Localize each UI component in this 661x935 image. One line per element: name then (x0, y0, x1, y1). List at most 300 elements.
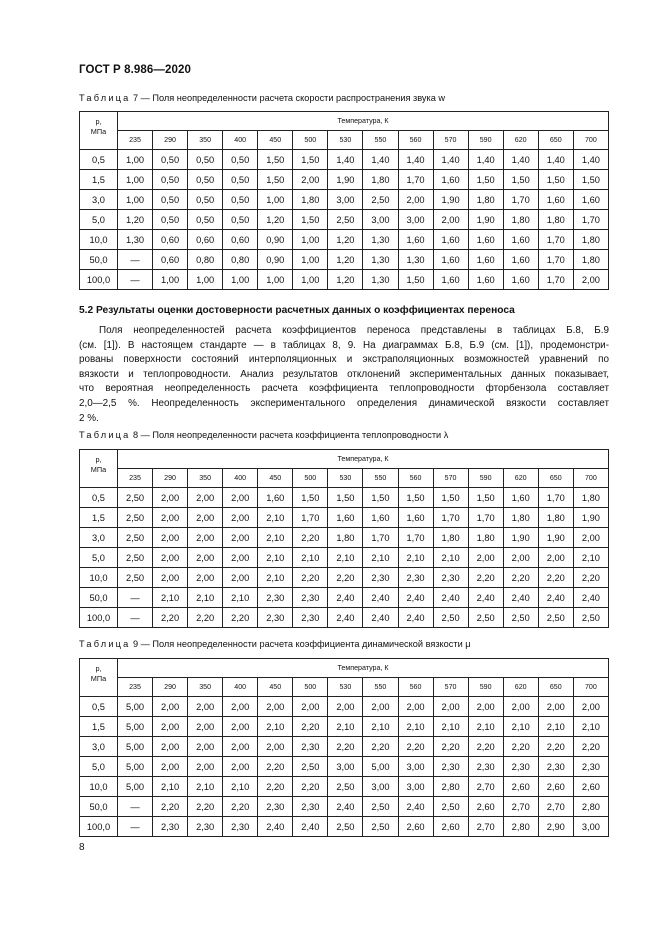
value-cell: 2,00 (188, 508, 223, 528)
table-row (80, 797, 609, 817)
paragraph-line: что вероятная неопределенность расчета коэффициента теплопроводности фторбензола составляет (79, 383, 609, 395)
value-cell: 2,10 (398, 717, 433, 737)
value-cell: 1,60 (433, 250, 468, 270)
value-cell: 2,20 (293, 777, 328, 797)
value-cell: 2,00 (188, 737, 223, 757)
value-cell: 2,90 (538, 817, 573, 837)
value-cell: 1,20 (328, 250, 363, 270)
value-cell: 0,50 (223, 150, 258, 170)
value-cell: 1,90 (328, 170, 363, 190)
value-cell: 2,30 (258, 797, 293, 817)
value-cell: 1,60 (433, 230, 468, 250)
table-9 (79, 658, 609, 837)
value-cell: 2,20 (293, 717, 328, 737)
value-cell: 1,70 (538, 230, 573, 250)
pressure-header-unit: МПа (90, 465, 107, 474)
value-cell: 2,00 (188, 697, 223, 717)
value-cell: 2,50 (328, 210, 363, 230)
value-cell: 2,00 (153, 488, 188, 508)
value-cell: 3,00 (328, 190, 363, 210)
value-cell: 3,00 (398, 210, 433, 230)
value-cell: 1,00 (188, 270, 223, 290)
value-cell: 2,00 (433, 697, 468, 717)
temperature-cell: 620 (503, 131, 538, 150)
value-cell: 2,50 (538, 608, 573, 628)
value-cell: 1,50 (258, 170, 293, 190)
temperature-cell: 550 (363, 469, 398, 488)
value-cell: 1,00 (293, 230, 328, 250)
value-cell: 2,20 (223, 797, 258, 817)
table-7-caption (79, 93, 445, 103)
temperature-cell: 620 (503, 678, 538, 697)
value-cell: 2,30 (258, 588, 293, 608)
value-cell: 1,70 (433, 508, 468, 528)
value-cell: 2,10 (433, 717, 468, 737)
value-cell: 2,00 (223, 528, 258, 548)
value-cell: 1,60 (433, 270, 468, 290)
temperature-cell: 590 (468, 678, 503, 697)
value-cell: 2,40 (328, 608, 363, 628)
value-cell: 2,20 (188, 608, 223, 628)
value-cell: 2,20 (293, 568, 328, 588)
table-row (80, 568, 609, 588)
value-cell: 2,40 (538, 588, 573, 608)
value-cell: 1,60 (398, 230, 433, 250)
value-cell: 1,40 (468, 150, 503, 170)
value-cell: 2,10 (258, 528, 293, 548)
value-cell: 0,80 (188, 250, 223, 270)
value-cell: — (118, 270, 153, 290)
value-cell: 2,00 (293, 170, 328, 190)
value-cell: 2,50 (328, 777, 363, 797)
value-cell: 2,00 (223, 757, 258, 777)
value-cell: 1,30 (363, 230, 398, 250)
value-cell: 2,40 (258, 817, 293, 837)
value-cell: 2,20 (153, 608, 188, 628)
value-cell: 1,60 (503, 230, 538, 250)
value-cell: 1,00 (223, 270, 258, 290)
value-cell: 1,00 (258, 190, 293, 210)
table-row (80, 230, 609, 250)
value-cell: 1,20 (328, 270, 363, 290)
pressure-cell: 1,5 (80, 170, 118, 190)
value-cell: 2,00 (223, 717, 258, 737)
value-cell: 2,20 (188, 797, 223, 817)
value-cell: 2,00 (398, 697, 433, 717)
value-cell: 0,50 (153, 190, 188, 210)
value-cell: 1,50 (503, 170, 538, 190)
value-cell: 0,60 (223, 230, 258, 250)
value-cell: 2,00 (153, 757, 188, 777)
temperature-cell: 650 (538, 678, 573, 697)
value-cell: 2,50 (293, 757, 328, 777)
value-cell: 2,30 (293, 797, 328, 817)
pressure-header-unit: МПа (90, 674, 107, 683)
value-cell: 2,00 (223, 508, 258, 528)
value-cell: 5,00 (118, 737, 153, 757)
temperature-cell: 570 (433, 678, 468, 697)
value-cell: 2,00 (503, 548, 538, 568)
value-cell: — (118, 817, 153, 837)
value-cell: 1,00 (153, 270, 188, 290)
value-cell: 5,00 (118, 717, 153, 737)
pressure-header (80, 112, 118, 150)
value-cell: 1,50 (538, 170, 573, 190)
value-cell: 2,50 (468, 608, 503, 628)
value-cell: 2,10 (503, 717, 538, 737)
value-cell: 2,00 (468, 697, 503, 717)
value-cell: 2,50 (363, 817, 398, 837)
value-cell: 2,00 (223, 737, 258, 757)
value-cell: — (118, 250, 153, 270)
value-cell: 1,30 (118, 230, 153, 250)
value-cell: 2,20 (258, 777, 293, 797)
value-cell: 2,10 (363, 717, 398, 737)
value-cell: 1,30 (363, 250, 398, 270)
value-cell: 1,60 (503, 270, 538, 290)
value-cell: 2,00 (258, 697, 293, 717)
page-number: 8 (79, 842, 85, 853)
value-cell: 2,00 (573, 270, 608, 290)
value-cell: 2,50 (118, 568, 153, 588)
temperature-cell: 500 (293, 678, 328, 697)
value-cell: 1,60 (398, 508, 433, 528)
value-cell: 2,30 (468, 757, 503, 777)
value-cell: 2,30 (188, 817, 223, 837)
temperature-cell: 450 (258, 469, 293, 488)
temperature-cell: 700 (573, 469, 608, 488)
value-cell: 2,30 (433, 568, 468, 588)
temperature-cell: 290 (153, 469, 188, 488)
value-cell: 1,50 (363, 488, 398, 508)
value-cell: 1,40 (328, 150, 363, 170)
value-cell: 2,20 (328, 568, 363, 588)
value-cell: 2,00 (258, 737, 293, 757)
value-cell: 1,70 (293, 508, 328, 528)
value-cell: 1,80 (328, 528, 363, 548)
value-cell: 2,00 (188, 548, 223, 568)
value-cell: 2,40 (363, 608, 398, 628)
value-cell: 1,50 (398, 488, 433, 508)
value-cell: 2,00 (433, 210, 468, 230)
value-cell: 1,80 (573, 488, 608, 508)
value-cell: 2,00 (398, 190, 433, 210)
value-cell: 1,60 (503, 488, 538, 508)
value-cell: 2,10 (573, 717, 608, 737)
value-cell: 2,00 (573, 528, 608, 548)
value-cell: 2,20 (328, 737, 363, 757)
value-cell: 1,00 (118, 170, 153, 190)
value-cell: 1,80 (538, 508, 573, 528)
value-cell: 3,00 (573, 817, 608, 837)
value-cell: 2,00 (573, 697, 608, 717)
temperature-cell: 530 (328, 678, 363, 697)
temperature-row (80, 131, 609, 150)
paragraph-line: 2,0—2,5 %. Неопределенность экспериментального определения динамической вязкости составляет (79, 397, 609, 409)
value-cell: 2,40 (468, 588, 503, 608)
table-row (80, 777, 609, 797)
pressure-header-symbol: p, (95, 455, 102, 464)
value-cell: 2,50 (433, 797, 468, 817)
value-cell: 2,40 (433, 588, 468, 608)
value-cell: 1,60 (328, 508, 363, 528)
pressure-cell: 3,0 (80, 190, 118, 210)
pressure-header-symbol: p, (95, 664, 102, 673)
pressure-header-symbol: p, (95, 117, 102, 126)
value-cell: 2,00 (153, 737, 188, 757)
temperature-cell: 350 (188, 469, 223, 488)
temperature-cell: 500 (293, 131, 328, 150)
value-cell: 1,70 (503, 190, 538, 210)
value-cell: 1,50 (293, 488, 328, 508)
table-row (80, 757, 609, 777)
value-cell: 2,40 (398, 797, 433, 817)
value-cell: 2,10 (258, 568, 293, 588)
document-header: ГОСТ Р 8.986—2020 (79, 64, 191, 76)
value-cell: 2,10 (398, 548, 433, 568)
value-cell: 1,80 (433, 528, 468, 548)
value-cell: 2,10 (538, 717, 573, 737)
pressure-header (80, 659, 118, 697)
value-cell: 2,00 (188, 528, 223, 548)
temperature-cell: 450 (258, 131, 293, 150)
value-cell: 1,80 (538, 210, 573, 230)
table-7-caption-label: Таблица (79, 93, 131, 103)
value-cell: 0,50 (188, 190, 223, 210)
value-cell: 1,00 (258, 270, 293, 290)
value-cell: — (118, 588, 153, 608)
table-row (80, 150, 609, 170)
temperature-cell: 500 (293, 469, 328, 488)
value-cell: 0,60 (188, 230, 223, 250)
value-cell: 2,40 (398, 608, 433, 628)
value-cell: 2,10 (258, 508, 293, 528)
value-cell: 2,10 (153, 588, 188, 608)
pressure-cell: 0,5 (80, 150, 118, 170)
value-cell: 1,70 (538, 250, 573, 270)
value-cell: 0,80 (223, 250, 258, 270)
value-cell: 1,60 (363, 508, 398, 528)
temperature-header: Температура, К (118, 112, 609, 131)
value-cell: 2,40 (398, 588, 433, 608)
value-cell: 1,30 (398, 250, 433, 270)
pressure-cell: 5,0 (80, 210, 118, 230)
value-cell: 2,20 (468, 737, 503, 757)
temperature-cell: 650 (538, 131, 573, 150)
temperature-cell: 650 (538, 469, 573, 488)
value-cell: 2,70 (468, 777, 503, 797)
value-cell: 2,00 (468, 548, 503, 568)
table-row (80, 270, 609, 290)
temperature-cell: 235 (118, 678, 153, 697)
value-cell: 1,60 (468, 250, 503, 270)
pressure-cell: 100,0 (80, 270, 118, 290)
value-cell: 1,60 (468, 270, 503, 290)
value-cell: 1,90 (468, 210, 503, 230)
table-row (80, 608, 609, 628)
pressure-cell: 100,0 (80, 608, 118, 628)
section-paragraph (79, 324, 609, 426)
value-cell: 2,30 (503, 757, 538, 777)
value-cell: 2,20 (223, 608, 258, 628)
value-cell: 2,20 (503, 568, 538, 588)
value-cell: 2,00 (328, 697, 363, 717)
value-cell: 2,40 (293, 817, 328, 837)
value-cell: 0,50 (153, 210, 188, 230)
table-7-caption-text: 7 — Поля неопределенности расчета скорости распространения звука w (130, 93, 446, 103)
table-row (80, 488, 609, 508)
value-cell: 2,20 (433, 737, 468, 757)
value-cell: 2,50 (118, 548, 153, 568)
temperature-cell: 590 (468, 131, 503, 150)
table-9-caption (79, 639, 471, 649)
temperature-cell: 700 (573, 131, 608, 150)
value-cell: 1,30 (363, 270, 398, 290)
value-cell: 2,60 (573, 777, 608, 797)
value-cell: 0,50 (188, 150, 223, 170)
temperature-cell: 560 (398, 131, 433, 150)
value-cell: 0,50 (153, 170, 188, 190)
temperature-cell: 350 (188, 678, 223, 697)
pressure-cell: 3,0 (80, 737, 118, 757)
value-cell: 1,40 (433, 150, 468, 170)
value-cell: 2,60 (503, 777, 538, 797)
pressure-cell: 50,0 (80, 250, 118, 270)
value-cell: 3,00 (398, 777, 433, 797)
paragraph-line: Поля неопределенностей расчета коэффициентов переноса представлены в таблицах Б.8, Б.9 (99, 325, 609, 336)
temperature-cell: 550 (363, 678, 398, 697)
value-cell: 2,20 (468, 568, 503, 588)
paragraph-line: рованы поверхности состояний интерполяционных и экстраполяционных возможностей уравнений по (79, 354, 609, 366)
value-cell: 0,60 (153, 250, 188, 270)
value-cell: 2,40 (328, 797, 363, 817)
value-cell: 1,60 (433, 170, 468, 190)
value-cell: 2,70 (468, 817, 503, 837)
value-cell: 5,00 (118, 757, 153, 777)
pressure-cell: 10,0 (80, 230, 118, 250)
value-cell: 0,90 (258, 250, 293, 270)
value-cell: 2,30 (538, 757, 573, 777)
value-cell: 1,50 (573, 170, 608, 190)
value-cell: 2,10 (328, 548, 363, 568)
value-cell: 2,10 (293, 548, 328, 568)
value-cell: 1,80 (293, 190, 328, 210)
value-cell: 2,10 (188, 777, 223, 797)
value-cell: 2,70 (538, 797, 573, 817)
value-cell: 2,20 (293, 528, 328, 548)
value-cell: 2,50 (503, 608, 538, 628)
temperature-cell: 235 (118, 469, 153, 488)
value-cell: 1,50 (293, 150, 328, 170)
value-cell: 2,40 (503, 588, 538, 608)
value-cell: 1,70 (398, 170, 433, 190)
temperature-cell: 290 (153, 131, 188, 150)
temperature-cell: 570 (433, 131, 468, 150)
table-8-caption-text: 8 — Поля неопределенности расчета коэффициента теплопроводности λ (130, 430, 449, 440)
table-9-caption-text: 9 — Поля неопределенности расчета коэффициента динамической вязкости μ (130, 639, 471, 649)
value-cell: — (118, 608, 153, 628)
value-cell: 2,00 (538, 697, 573, 717)
temperature-cell: 235 (118, 131, 153, 150)
value-cell: 1,20 (328, 230, 363, 250)
pressure-cell: 50,0 (80, 797, 118, 817)
temperature-row (80, 469, 609, 488)
table-row (80, 737, 609, 757)
value-cell: 2,50 (573, 608, 608, 628)
value-cell: 0,50 (223, 170, 258, 190)
table-row (80, 817, 609, 837)
value-cell: 1,70 (538, 488, 573, 508)
table-7 (79, 111, 609, 290)
temperature-cell: 450 (258, 678, 293, 697)
value-cell: 1,50 (468, 488, 503, 508)
table-9-caption-label: Таблица (79, 639, 131, 649)
value-cell: 2,00 (223, 697, 258, 717)
temperature-cell: 400 (223, 469, 258, 488)
value-cell: 0,90 (258, 230, 293, 250)
value-cell: 1,50 (293, 210, 328, 230)
pressure-cell: 100,0 (80, 817, 118, 837)
value-cell: 2,10 (328, 717, 363, 737)
temperature-row (80, 678, 609, 697)
temperature-cell: 400 (223, 678, 258, 697)
value-cell: 2,00 (503, 697, 538, 717)
table-8-caption (79, 430, 448, 440)
value-cell: 1,80 (573, 250, 608, 270)
value-cell: 5,00 (363, 757, 398, 777)
value-cell: 2,00 (188, 568, 223, 588)
value-cell: 2,30 (573, 757, 608, 777)
value-cell: 2,00 (153, 717, 188, 737)
temperature-header: Температура, К (118, 659, 609, 678)
value-cell: 1,00 (293, 250, 328, 270)
value-cell: 1,20 (118, 210, 153, 230)
pressure-cell: 0,5 (80, 488, 118, 508)
value-cell: 2,20 (538, 568, 573, 588)
temperature-cell: 290 (153, 678, 188, 697)
value-cell: 0,50 (188, 170, 223, 190)
value-cell: 2,00 (223, 548, 258, 568)
value-cell: 2,30 (398, 568, 433, 588)
temperature-cell: 530 (328, 131, 363, 150)
value-cell: 2,10 (258, 548, 293, 568)
value-cell: 1,50 (328, 488, 363, 508)
value-cell: 2,10 (433, 548, 468, 568)
value-cell: 1,90 (433, 190, 468, 210)
value-cell: 1,00 (118, 190, 153, 210)
value-cell: 2,30 (223, 817, 258, 837)
value-cell: 2,30 (433, 757, 468, 777)
section-title: 5.2 Результаты оценки достоверности расчетных данных о коэффициентах переноса (79, 305, 515, 316)
value-cell: 2,10 (223, 777, 258, 797)
value-cell: 2,00 (153, 528, 188, 548)
value-cell: 2,10 (188, 588, 223, 608)
value-cell: 2,30 (153, 817, 188, 837)
temperature-cell: 700 (573, 678, 608, 697)
value-cell: 0,50 (153, 150, 188, 170)
value-cell: 2,20 (573, 737, 608, 757)
temperature-cell: 560 (398, 678, 433, 697)
value-cell: 1,80 (573, 230, 608, 250)
value-cell: 3,00 (328, 757, 363, 777)
value-cell: 2,20 (573, 568, 608, 588)
value-cell: 2,00 (188, 757, 223, 777)
value-cell: 1,70 (468, 508, 503, 528)
value-cell: 0,50 (223, 210, 258, 230)
value-cell: 2,50 (363, 797, 398, 817)
value-cell: 1,40 (398, 150, 433, 170)
value-cell: 2,50 (118, 488, 153, 508)
